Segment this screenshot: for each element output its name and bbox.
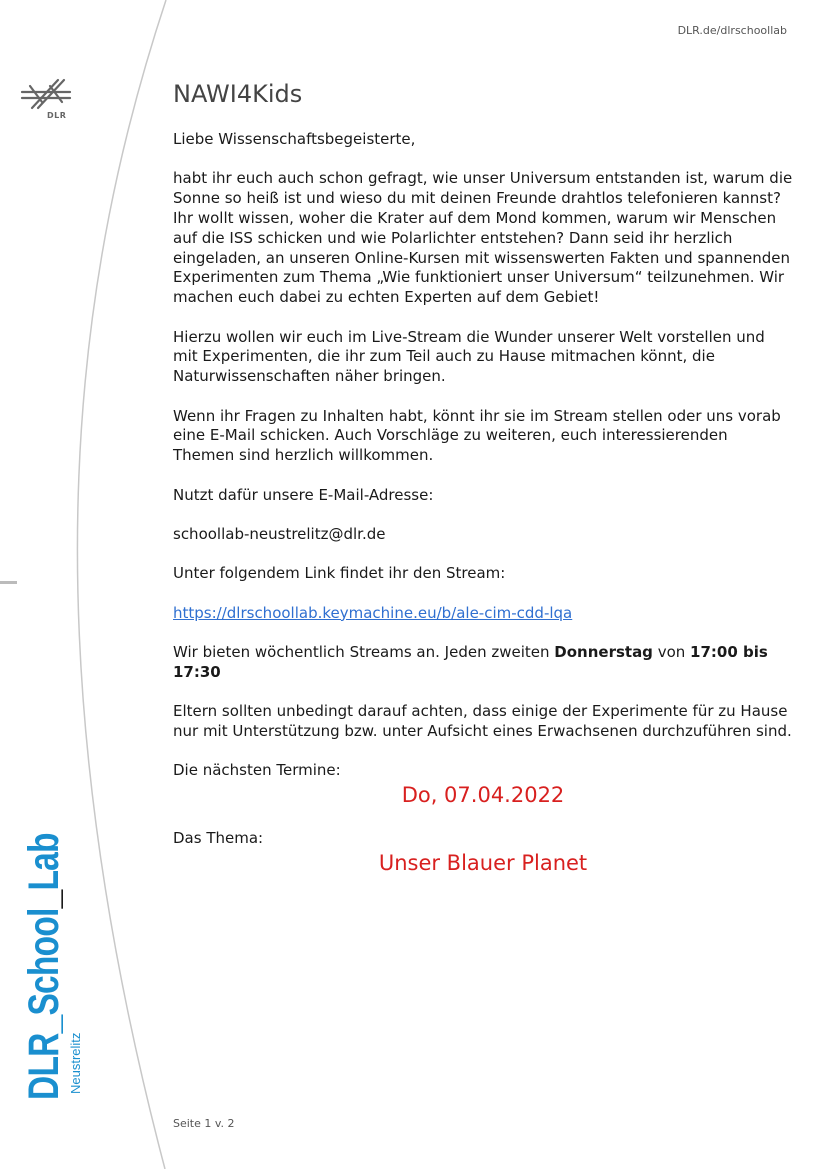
topic-label: Das Thema: [173,828,264,847]
brand-main-b: Lab [20,833,68,891]
header-url: DLR.de/dlrschoollab [677,24,787,37]
paragraph-questions: Wenn ihr Fragen zu Inhalten habt, könnt ihr sie im Stream stellen oder uns vorab eine E-Mail schicken. Auch Vorschläge zu weiteren, euch interessierenden Themen sind herzlich willkommen. [173,406,781,465]
paragraph-livestream: Hierzu wollen wir euch im Live-Stream die Wunder unserer Welt vorstellen und mit Experimenten, die ihr zum Teil auch zu Hause mitmachen könnt, die Naturwissenschaften näher bringen. [173,327,765,386]
topic-value: Unser Blauer Planet [378,850,588,875]
brand-wordmark: DLR_School_Lab [20,833,68,1100]
brand-location: Neustrelitz [68,1032,83,1094]
next-date: Do, 07.04.2022 [401,783,565,808]
link-intro: Unter folgendem Link findet ihr den Stream: [173,564,506,583]
schedule-text [173,643,793,683]
stream-link[interactable]: https://dlrschoollab.keymachine.eu/b/ale-cim-cdd-lqa [173,603,573,622]
school-lab-brand [20,758,83,1100]
email-address: schoollab-neustrelitz@dlr.de [173,524,386,543]
schedule-part-b: von [652,643,691,662]
document-body [173,78,793,896]
dates-label: Die nächsten Termine: [173,761,341,780]
page-number: Seite 1 v. 2 [173,1117,235,1130]
brand-main-a: DLR_School [20,908,68,1100]
paragraph-intro: habt ihr euch auch schon gefragt, wie unser Universum entstanden ist, warum die Sonne so heiß ist und wieso du mit deinen Freunde drahtlos telefonieren kannst? Ihr wollt wissen, woher die Krater auf dem Mond kommen, warum wir Menschen auf die ISS schicken und wie Polarlichter entstehen? Dann seid ihr herzlich eingeladen, an unseren Online-Kursen mit wissenswerten Fakten und spannenden Experimenten zum Thema „Wie funktioniert unser Universum“ teilzunehmen. Wir machen euch dabei zu echten Experten auf dem Gebiet! [173,169,793,307]
email-intro: Nutzt dafür unsere E-Mail-Adresse: [173,485,434,504]
dlr-logo [20,78,75,120]
dlr-logo-icon [20,78,72,110]
page-title: NAWI4Kids [173,80,303,108]
schedule-part-a: Wir bieten wöchentlich Streams an. Jeden zweiten [173,643,555,662]
side-marker [0,581,17,584]
parents-notice: Eltern sollten unbedingt darauf achten, dass einige der Experimente für zu Hause nur mit Unterstützung bzw. unter Aufsicht eines Erwachsenen durchzuführen sind. [173,702,792,741]
schedule-day: Donnerstag [554,643,653,662]
dlr-logo-text: DLR [47,111,67,120]
schedule-time: 17:00 bis 17:30 [173,643,768,681]
greeting: Liebe Wissenschaftsbegeisterte, [173,130,416,148]
